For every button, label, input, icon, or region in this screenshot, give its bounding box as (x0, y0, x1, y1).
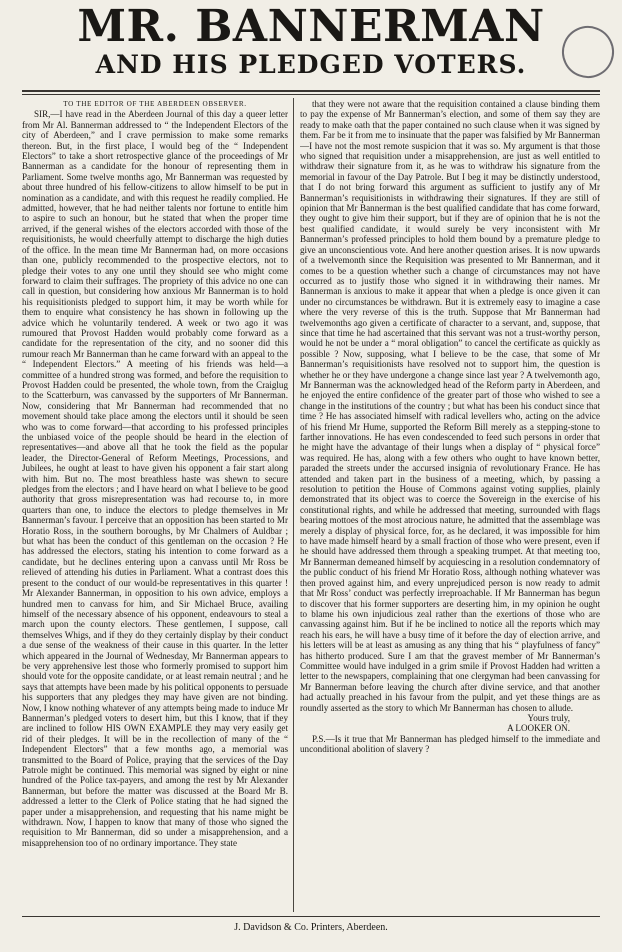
column-divider (293, 98, 294, 912)
header-rule (22, 90, 600, 92)
letter-body-part2: that they were not aware that the requisition contained a clause binding them to pay the expense of Mr Bannerman’s election, and some of them say they are ready to make oath that the paper contained no such clause when it was signed by them. Far be it from me to insinuate that the paper was falsified by Mr Bannerman—I have not the most remote suspicion that it was so. My argument is that those who signed that requisition under a misapprehension, are just as well entitled to withdraw their signature from it, as he was to withdraw his signature from the memorial in favour of the Day Patrole. But I beg it may be distinctly understood, that I do not bring forward this argument as sufficient to justify any of Mr Bannerman’s requisitionists in withdrawing their signatures. If they are still of opinion that Mr Bannerman is the best qualified candidate that has come forward, they ought to give him their support, but if they are of opinion that he is not the best qualified candidate, it would surely be very inconsistent with Mr Bannerman’s professed principles to hold them bound by a premature pledge to give an unconscientious vote. And here another question arises. It is now upwards of a twelvemonth since the Requisition was presented to Mr Bannerman, and it comes to be a question whether such a change of circumstances may not have occurred as to justify those who signed it in withdrawing their names. Mr Bannerman is anxious to make it appear that when a pledge is once given it can under no circumstances be withdrawn. But it is extremely easy to imagine a case where the very reverse of this is the truth. Suppose that Mr Bannerman had twelvemonths ago given a certificate of character to a servant, and, suppose, that since that time he had ascertained that this servant was not a trust-worthy person, would he not be under a “ moral obligation” to cancel the certificate as quickly as possible ? Now, supposing, what I believe to be the case, that some of Mr Bannerman’s requisitionists have resolved not to support him, the question is whether he or they have undergone a change since last year ? A twelvemonth ago, Mr Bannerman was the acknowledged head of the Reform party in Aberdeen, and he enjoyed the entire confidence of the greater part of those who wished to see a change in the institutions of the country ; but what has been his conduct since that time ? He has associated himself with radical levellers who, acting on the advice of his friend Mr Hume, supported the Reform Bill merely as a stepping-stone to farther innovations. He has even condescended to feed such persons in order that he might have the advantage of their lungs when a display of “ physical force” was required. He has, along with a few others who ought to have known better, paraded the streets under the accursed insignia of revolutionary France. He has attended and taken part in the business of a meeting, which, by passing a resolution to petition the House of Commons against voting supplies, plainly demonstrated that its object was to coerce the Sovereign in the exercise of his constitutional rights, and while he addressed that meeting, surrounded with flags bearing mottoes of the most atrocious nature, he admitted that the assemblage was merely a display of physical force, for, as he declared, it was impossible for him to have made himself heard by a small fraction of those who were present, even if he should have addressed them through a speaking trumpet. At that meeting too, Mr Bannerman demeaned himself by acquiescing in a resolution condemnatory of the public conduct of his friend Mr Horatio Ross, although nothing whatever was then proved against him, and every unprejudiced person is now ready to admit that Mr Ross’ conduct was perfectly irreproachable. If Mr Bannerman has begun to discover that his former supporters are deserting him, in my opinion he ought to blame his own injudicious zeal rather than the exertions of those who are canvassing against him. But if he be inclined to notice all the reports which may reach his ears, he will have a busy time of it before the day of election arrive, and his letters will be at least as amusing as any thing that his “ playfulness of fancy” has hitherto produced. Sure I am that the gravest member of Mr Bannerman’s Committee would have indulged in a grim smile if Provost Hadden had written a letter to the newspapers, complaining that one clergyman had been canvassing for Mr Bannerman before leaving the church after divine service, and that another had actually preached in his favour from the pulpit, and yet these things are as roundly asserted as the story to which Mr Bannerman has chosen to allude. (300, 99, 600, 713)
letter-column-right (300, 99, 600, 911)
headline-title: MR. BANNERMAN (77, 1, 545, 52)
letter-body-part1: SIR,—I have read in the Aberdeen Journal of this day a queer letter from Mr Al. Bannerman addressed to “ the Independent Electors of the city of Aberdeen,” and I crave permission to make some remarks thereon. But, in the first place, I would beg of the “ Independent Electors” to take a short retrospective glance of the proceedings of Mr Bannerman as a candidate for the honour of representing them in Parliament. Some twelve months ago, Mr Bannerman was requested by about three hundred of his fellow-citizens to allow himself to be put in nomination as a candidate, and with this request he readily complied. He admitted, however, that he had neither talents nor fortune to entitle him to aspire to such an honour, but he stated that when the proper time arrived, if the general wishes of the electors accorded with those of the requisitionists, he would cheerfully attempt to discharge the high duties of the office. In the mean time Mr Bannerman had, on more occasions than one, publicly recommended to the prospective electors, not to pledge their votes to any one until they should see who might come forward to claim their suffrages. The propriety of this advice no one can call in question, but considering how anxious Mr Bannerman is to hold his requisitionists pledged to support him, it may be worth while for them to enquire what consistency he has shown in following up the advice which he voluntarily tendered. A week or two ago it was rumoured that Provost Hadden would probably come forward as a candidate for the representation of the city, and no sooner did this rumour reach Mr Bannerman than he came forward with an appeal to the “ Independent Electors.” A meeting of his friends was held—a committee of a hundred strong was formed, and before the requisition to Provost Hadden could be presented, the whole town, from the Craiglug to the Scatterburn, was canvassed by the supporters of Mr Bannerman. Now, considering that Mr Bannerman had recommended that no movement should take place among the electors until it should be seen who was to come forward—that according to his professed principles the unbiased voice of the people should be heard in the election of representatives—and above all that he took the field as the popular leader, the Director-General of Reform Meetings, Processions, and Jubilees, he ought at least to have given his opponent a fair start along with him. But no. The most breathless haste was shewn to secure pledges from the electors ; and I have heard on what I believe to be good authority that gross misrepresentation was had recourse to, in more quarters than one, to induce the electors to pledge themselves in Mr Bannerman’s favour. I perceive that an opposition has been started to Mr Horatio Ross, in the southern boroughs, by Mr Chalmers of Auldbar ; but what has been the conduct of this gentleman on the occasion ? He has addressed the electors, stating his intention to come forward as a candidate, but he declines entering upon a canvass until Mr Ross be relieved of attending his duties in Parliament. What a contrast does this present to the conduct of our would-be representatives in this quarter ! Mr Alexander Bannerman, in opposition to his own advice, employs a hundred men to canvass for him, and Sir Michael Bruce, availing himself of the necessary absence of his opponent, endeavours to steal a march upon the county electors. These gentlemen, I suppose, call themselves Whigs, and if they do they certainly display by their conduct a due sense of the weakness of their cause in this quarter. In the letter which appeared in the Journal of Wednesday, Mr Bannerman appears to be very apprehensive lest those who formerly promised to support him should vote for the opposite candidate, or at least remain neutral ; and he says that attempts have been made by his political opponents to persuade his supporters that any pledges they may have given are not binding. Now, I know nothing whatever of any attempts being made to induce Mr Bannerman’s pledged voters to desert him, but this I know, that if they are inclined to follow HIS OWN EXAMPLE they may very easily get rid of their pledges. It will be in the recollection of many of the “ Independent Electors” that a few months ago, a memorial was transmitted to the Board of Police, praying that the services of the Day Patrole might be continued. This memorial was signed by eight or nine hundred of the Police tax-payers, and among the rest by Mr Alexander Bannerman, but before the matter was discussed at the Board Mr B. addressed a letter to the Clerk of Police stating that he had signed the paper under a misapprehension, and requesting that his name might be withdrawn. Now, I happen to know that many of those who signed the requisition to Mr Bannerman, did so under a misapprehension, and a misapprehension too of no ordinary importance. They state (22, 109, 288, 848)
letter-signature: A LOOKER ON. (507, 723, 570, 734)
letter-column-left (22, 99, 288, 911)
header-rule-thin (22, 94, 600, 95)
printer-imprint: J. Davidson & Co. Printers, Aberdeen. (234, 922, 388, 933)
footer-rule (22, 916, 600, 917)
headline-subtitle: AND HIS PLEDGED VOTERS. (95, 50, 527, 79)
letter-postscript: P.S.—Is it true that Mr Bannerman has pledged himself to the immediate and unconditional abolition of slavery ? (300, 733, 600, 755)
letter-closing: Yours truly, (527, 712, 570, 723)
letter-address: TO THE EDITOR OF THE ABERDEEN OBSERVER. (63, 100, 247, 108)
